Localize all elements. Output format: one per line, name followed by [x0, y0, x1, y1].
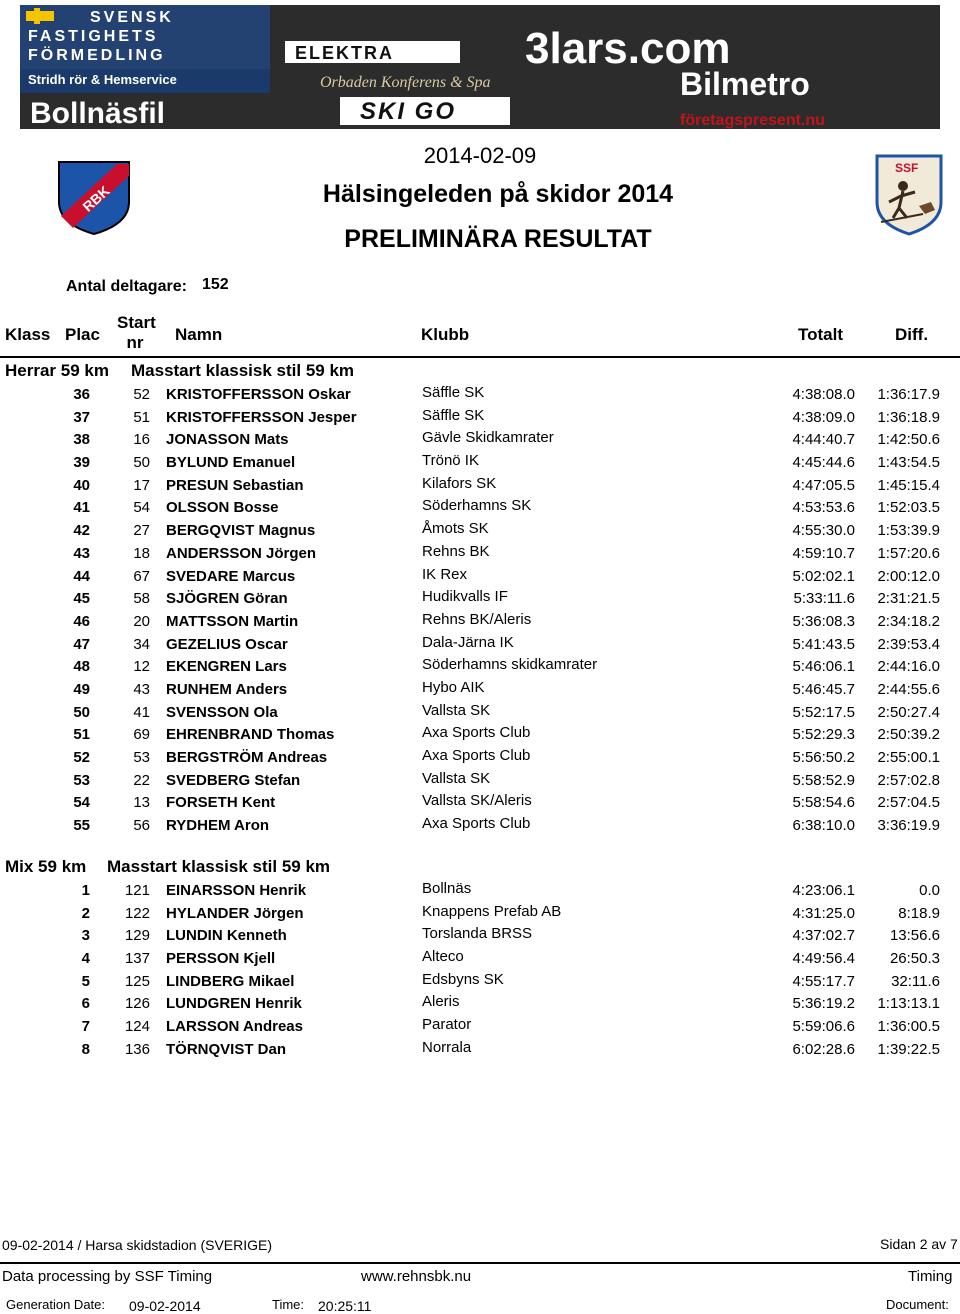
result-totalt: 5:33:11.6 — [793, 590, 855, 608]
sponsor-bollnasfil: Bollnäsfil — [30, 97, 166, 129]
rbk-logo-text: RBK — [79, 182, 113, 215]
result-nr: 136 — [124, 1040, 150, 1058]
result-klubb: Edsbyns SK — [422, 970, 504, 988]
result-plac: 55 — [73, 817, 90, 835]
result-plac: 37 — [73, 408, 90, 426]
result-totalt: 4:37:02.7 — [792, 927, 855, 945]
result-namn: SJÖGREN Göran — [166, 590, 288, 608]
result-totalt: 5:52:29.3 — [792, 726, 855, 744]
result-row — [0, 992, 960, 1015]
sponsor-formedling: FÖRMEDLING — [28, 47, 166, 64]
race-name: Masstart klassisk stil 59 km — [131, 361, 355, 380]
result-plac: 42 — [73, 522, 90, 540]
result-klubb: Söderhamns skidkamrater — [422, 656, 598, 674]
result-namn: PRESUN Sebastian — [166, 476, 304, 494]
result-diff: 2:55:00.1 — [877, 749, 940, 766]
result-klubb: Parator — [422, 1016, 472, 1034]
result-klubb: Torslanda BRSS — [422, 925, 533, 943]
result-klubb: Säffle SK — [422, 406, 485, 424]
footer-generation-label: Generation Date: — [6, 1297, 106, 1312]
result-diff: 2:50:39.2 — [877, 726, 940, 744]
sponsor-stridh: Stridh rör & Hemservice — [28, 72, 177, 87]
result-klubb: Alteco — [422, 948, 464, 966]
result-plac: 47 — [73, 635, 90, 653]
col-start-line1: Start — [117, 313, 156, 332]
result-plac: 51 — [73, 726, 90, 744]
result-klubb: Gävle Skidkamrater — [422, 429, 554, 447]
sponsor-skigo: SKI GO — [360, 98, 457, 125]
result-totalt: 4:45:44.6 — [792, 454, 855, 472]
result-totalt: 5:59:06.6 — [792, 1018, 855, 1036]
result-totalt: 5:41:43.5 — [792, 635, 855, 653]
result-nr: 53 — [133, 749, 150, 766]
result-namn: SVEDBERG Stefan — [166, 771, 301, 789]
footer-time-label: Time: — [272, 1297, 305, 1312]
result-namn: KRISTOFFERSSON Jesper — [166, 408, 357, 426]
result-plac: 46 — [73, 612, 90, 630]
result-namn: LINDBERG Mikael — [166, 972, 295, 990]
result-nr: 22 — [133, 771, 150, 789]
result-klubb: Axa Sports Club — [422, 747, 531, 764]
result-klubb: Axa Sports Club — [422, 724, 531, 742]
result-namn: HYLANDER Jörgen — [166, 904, 304, 922]
result-diff: 1:36:17.9 — [877, 386, 940, 403]
class-section-herrar — [0, 359, 960, 837]
result-diff: 1:36:18.9 — [877, 408, 940, 426]
result-totalt: 5:56:50.2 — [792, 749, 855, 766]
result-totalt: 4:53:53.6 — [792, 499, 855, 517]
result-nr: 137 — [124, 950, 150, 968]
result-nr: 54 — [133, 499, 150, 517]
result-diff: 8:18.9 — [898, 904, 940, 922]
result-namn: JONASSON Mats — [166, 431, 289, 449]
result-namn: EHRENBRAND Thomas — [166, 726, 335, 744]
result-row — [0, 633, 960, 656]
result-plac: 3 — [81, 927, 90, 945]
result-klubb: IK Rex — [422, 565, 468, 583]
result-totalt: 4:31:25.0 — [792, 904, 855, 922]
result-nr: 27 — [133, 522, 150, 540]
footer-page-number: Sidan 2 av 7 — [880, 1236, 958, 1252]
result-nr: 56 — [133, 817, 150, 835]
results-list — [0, 879, 960, 1061]
col-klass: Klass — [5, 325, 51, 344]
result-plac: 49 — [73, 680, 90, 698]
result-namn: PERSSON Kjell — [166, 950, 276, 968]
result-diff: 1:13:13.1 — [877, 995, 940, 1013]
result-namn: EINARSSON Henrik — [166, 882, 307, 899]
result-totalt: 6:02:28.6 — [792, 1040, 855, 1058]
result-diff: 1:42:50.6 — [877, 431, 940, 449]
result-klubb: Bollnäs — [422, 880, 472, 897]
result-plac: 40 — [73, 476, 90, 494]
result-klubb: Söderhamns SK — [422, 497, 532, 515]
result-klubb: Åmots SK — [422, 520, 489, 538]
result-klubb: Norrala — [422, 1038, 472, 1056]
result-nr: 41 — [133, 703, 150, 721]
result-nr: 52 — [133, 386, 150, 403]
result-namn: EKENGREN Lars — [166, 658, 287, 676]
result-namn: GEZELIUS Oscar — [166, 635, 288, 653]
col-diff: Diff. — [895, 325, 929, 344]
result-klubb: Trönö IK — [422, 452, 479, 470]
result-row — [0, 587, 960, 610]
result-nr: 13 — [133, 794, 150, 812]
result-totalt: 4:23:06.1 — [792, 882, 855, 899]
result-nr: 67 — [133, 567, 150, 585]
result-plac: 8 — [81, 1040, 90, 1058]
result-plac: 41 — [73, 499, 90, 517]
results-subtitle: PRELIMINÄRA RESULTAT — [344, 225, 652, 253]
result-totalt: 4:55:17.7 — [792, 972, 855, 990]
result-row — [0, 406, 960, 429]
result-klubb: Kilafors SK — [422, 474, 497, 492]
class-label: Herrar 59 km — [5, 361, 109, 380]
result-namn: MATTSSON Martin — [166, 612, 299, 630]
participant-count — [66, 276, 229, 296]
class-section-mix — [0, 855, 960, 1061]
result-plac: 43 — [73, 544, 90, 562]
result-row — [0, 791, 960, 814]
result-totalt: 6:38:10.0 — [792, 817, 855, 835]
result-namn: TÖRNQVIST Dan — [166, 1040, 287, 1058]
result-plac: 4 — [81, 950, 90, 968]
result-nr: 124 — [124, 1018, 150, 1036]
result-totalt: 4:55:30.0 — [792, 522, 855, 540]
result-namn: SVENSSON Ola — [166, 703, 278, 721]
ssf-logo-text: SSF — [895, 161, 919, 175]
col-plac: Plac — [65, 325, 100, 344]
result-nr: 69 — [133, 726, 150, 744]
result-row — [0, 1038, 960, 1061]
sponsor-foretagspresent: företagspresent.nu — [680, 112, 825, 129]
result-namn: RUNHEM Anders — [166, 680, 288, 698]
result-klubb: Dala-Järna IK — [422, 633, 514, 651]
col-startnr — [117, 313, 156, 353]
result-klubb: Säffle SK — [422, 384, 485, 401]
result-namn: KRISTOFFERSSON Oskar — [166, 386, 351, 403]
result-nr: 12 — [133, 658, 150, 676]
col-klubb: Klubb — [421, 325, 470, 344]
result-namn: LUNDIN Kenneth — [166, 927, 287, 945]
result-plac: 44 — [73, 567, 90, 585]
result-nr: 20 — [133, 612, 150, 630]
result-diff: 2:31:21.5 — [877, 590, 940, 608]
result-diff: 26:50.3 — [889, 950, 940, 968]
result-row — [0, 723, 960, 746]
result-nr: 121 — [124, 882, 150, 899]
result-totalt: 5:46:45.7 — [792, 680, 855, 698]
result-row — [0, 1015, 960, 1038]
result-totalt: 4:59:10.7 — [792, 544, 855, 562]
result-klubb: Vallsta SK/Aleris — [422, 792, 532, 810]
result-plac: 6 — [81, 995, 90, 1013]
class-heading — [0, 855, 960, 879]
footer-time-value: 20:25:11 — [318, 1298, 372, 1314]
result-diff: 3:36:19.9 — [877, 817, 940, 835]
result-plac: 54 — [73, 794, 90, 812]
footer-generation-date: 09-02-2014 — [129, 1298, 201, 1314]
result-totalt: 5:52:17.5 — [792, 703, 855, 721]
result-plac: 36 — [73, 386, 90, 403]
result-klubb: Hudikvalls IF — [422, 588, 508, 606]
results-list — [0, 383, 960, 837]
result-namn: OLSSON Bosse — [166, 499, 279, 517]
result-diff: 1:52:03.5 — [877, 499, 940, 517]
result-diff: 1:36:00.5 — [877, 1018, 940, 1036]
result-nr: 50 — [133, 454, 150, 472]
sponsor-svensk: SVENSK — [90, 9, 174, 26]
result-totalt: 5:58:54.6 — [792, 794, 855, 812]
result-klubb: Rehns BK/Aleris — [422, 610, 532, 628]
result-row — [0, 678, 960, 701]
result-plac: 5 — [81, 972, 90, 990]
result-totalt: 5:36:19.2 — [792, 995, 855, 1013]
result-nr: 18 — [133, 544, 150, 562]
result-row — [0, 814, 960, 837]
event-date: 2014-02-09 — [423, 143, 537, 168]
result-namn: SVEDARE Marcus — [166, 567, 296, 585]
result-diff: 1:39:22.5 — [877, 1040, 940, 1058]
sponsor-orbaden: Orbaden Konferens & Spa — [320, 74, 491, 91]
result-plac: 48 — [73, 658, 90, 676]
result-nr: 122 — [124, 904, 150, 922]
result-plac: 53 — [73, 771, 90, 789]
result-totalt: 4:44:40.7 — [792, 431, 855, 449]
result-diff: 1:43:54.5 — [877, 454, 940, 472]
result-totalt: 5:02:02.1 — [792, 567, 855, 585]
sponsor-3lars: 3lars.com — [525, 24, 731, 73]
result-namn: BERGSTRÖM Andreas — [166, 749, 328, 766]
result-namn: BYLUND Emanuel — [166, 454, 296, 472]
class-label: Mix 59 km — [5, 857, 87, 876]
result-diff: 32:11.6 — [891, 972, 940, 990]
result-plac: 39 — [73, 454, 90, 472]
result-row — [0, 383, 960, 406]
result-diff: 2:57:04.5 — [877, 794, 940, 812]
result-diff: 2:44:55.6 — [877, 680, 940, 698]
result-plac: 38 — [73, 431, 90, 449]
footer-event-info: 09-02-2014 / Harsa skidstadion (SVERIGE) — [2, 1237, 273, 1253]
result-row — [0, 746, 960, 769]
result-nr: 125 — [124, 972, 150, 990]
result-nr: 51 — [133, 408, 150, 426]
result-diff: 1:45:15.4 — [877, 476, 940, 494]
result-diff: 1:57:20.6 — [877, 544, 940, 562]
result-row — [0, 924, 960, 947]
result-nr: 126 — [124, 995, 150, 1013]
footer-document-label: Document: — [886, 1297, 949, 1312]
participant-label: Antal deltagare: — [66, 278, 187, 295]
result-row — [0, 496, 960, 519]
result-row — [0, 542, 960, 565]
result-nr: 17 — [133, 476, 150, 494]
result-totalt: 5:46:06.1 — [792, 658, 855, 676]
footer-website-link[interactable]: www.rehnsbk.nu — [361, 1268, 472, 1285]
result-klubb: Knappens Prefab AB — [422, 902, 562, 920]
result-namn: ANDERSSON Jörgen — [166, 544, 317, 562]
result-namn: FORSETH Kent — [166, 794, 276, 812]
result-plac: 45 — [73, 590, 90, 608]
result-diff: 0.0 — [919, 882, 940, 899]
result-diff: 2:57:02.8 — [877, 771, 940, 789]
result-nr: 129 — [124, 927, 150, 945]
column-headers — [0, 310, 960, 356]
race-name: Masstart klassisk stil 59 km — [107, 857, 331, 876]
result-row — [0, 519, 960, 542]
result-klubb: Vallsta SK — [422, 769, 491, 787]
sponsor-elektra: ELEKTRA — [295, 43, 394, 63]
result-namn: LUNDGREN Henrik — [166, 995, 302, 1013]
result-row — [0, 474, 960, 497]
result-plac: 1 — [81, 882, 90, 899]
sponsor-bilmetro: Bilmetro — [680, 66, 810, 102]
result-row — [0, 565, 960, 588]
result-nr: 34 — [133, 635, 150, 653]
result-nr: 58 — [133, 590, 150, 608]
result-totalt: 4:38:09.0 — [792, 408, 855, 426]
result-diff: 1:53:39.9 — [877, 522, 940, 540]
result-namn: LARSSON Andreas — [166, 1018, 303, 1036]
col-start-line2: nr — [126, 333, 144, 352]
result-diff: 13:56.6 — [889, 927, 940, 945]
result-diff: 2:39:53.4 — [877, 635, 940, 653]
result-klubb: Vallsta SK — [422, 701, 491, 719]
result-diff: 2:44:16.0 — [877, 658, 940, 676]
result-nr: 16 — [133, 431, 150, 449]
result-row — [0, 902, 960, 925]
result-diff: 2:34:18.2 — [877, 612, 940, 630]
result-klubb: Axa Sports Club — [422, 815, 531, 833]
result-totalt: 5:36:08.3 — [792, 612, 855, 630]
footer-divider — [0, 1262, 960, 1264]
result-klubb: Aleris — [422, 993, 460, 1011]
result-row — [0, 879, 960, 902]
result-row — [0, 655, 960, 678]
class-heading — [0, 359, 960, 383]
result-klubb: Rehns BK — [422, 542, 490, 560]
result-row — [0, 947, 960, 970]
result-namn: RYDHEM Aron — [166, 817, 270, 835]
sponsor-fastighets: FASTIGHETS — [28, 28, 159, 45]
sponsor-banner — [20, 5, 940, 129]
result-row — [0, 610, 960, 633]
result-plac: 52 — [73, 749, 90, 766]
result-totalt: 4:38:08.0 — [792, 386, 855, 403]
result-nr: 43 — [133, 680, 150, 698]
participant-number: 152 — [202, 276, 229, 293]
col-totalt: Totalt — [798, 325, 844, 344]
result-diff: 2:00:12.0 — [877, 567, 940, 585]
footer-data-processing: Data processing by SSF Timing — [2, 1268, 213, 1285]
result-plac: 7 — [81, 1018, 90, 1036]
result-row — [0, 451, 960, 474]
result-namn: BERGQVIST Magnus — [166, 522, 316, 540]
event-title: Hälsingeleden på skidor 2014 — [322, 180, 674, 208]
result-totalt: 4:49:56.4 — [792, 950, 855, 968]
result-totalt: 5:58:52.9 — [792, 771, 855, 789]
result-row — [0, 701, 960, 724]
result-klubb: Hybo AIK — [422, 678, 485, 696]
footer-timing: Timing — [908, 1268, 953, 1285]
result-row — [0, 970, 960, 993]
result-row — [0, 769, 960, 792]
result-diff: 2:50:27.4 — [877, 703, 940, 721]
result-row — [0, 428, 960, 451]
header-divider — [0, 356, 960, 358]
result-plac: 50 — [73, 703, 90, 721]
result-plac: 2 — [81, 904, 90, 922]
col-namn: Namn — [175, 325, 223, 344]
result-totalt: 4:47:05.5 — [792, 476, 855, 494]
